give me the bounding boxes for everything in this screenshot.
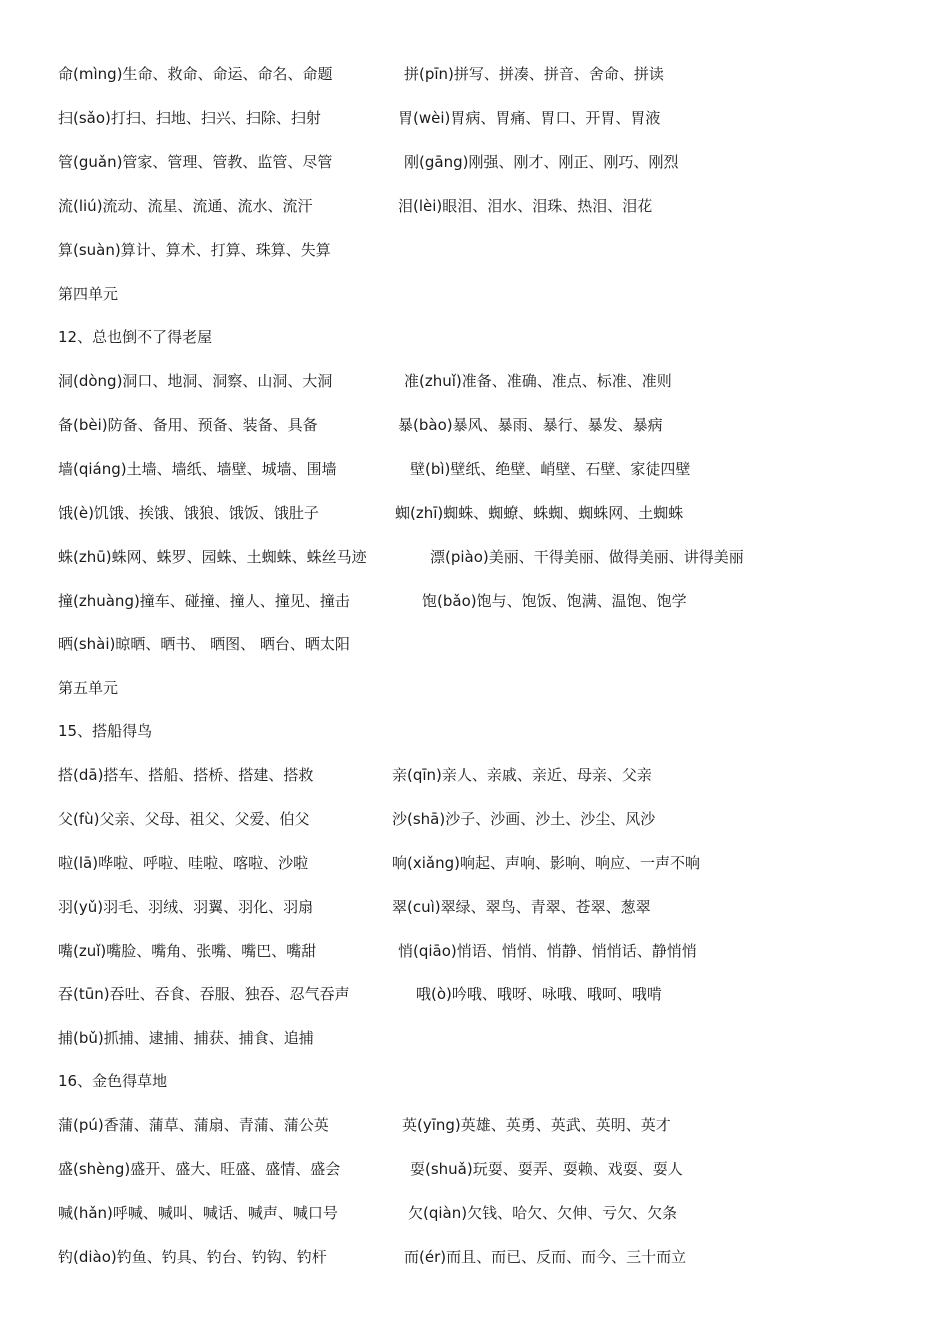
vocab-entry-left: 捕(bǔ)抓捕、逮捕、捕获、捕食、追捕	[58, 1029, 314, 1047]
vocab-entry-right: 英(yīng)英雄、英勇、英武、英明、英才	[402, 1116, 671, 1134]
lesson-heading-text: 15、搭船得鸟	[58, 722, 153, 740]
vocab-entry-right: 刚(gāng)刚强、刚才、刚正、刚巧、刚烈	[404, 153, 679, 171]
vocab-entry-right: 悄(qiāo)悄语、悄悄、悄静、悄悄话、静悄悄	[398, 942, 697, 960]
vocab-entry-left: 喊(hǎn)呼喊、喊叫、喊话、喊声、喊口号	[58, 1204, 338, 1222]
vocab-line	[58, 895, 651, 919]
vocab-entry-left: 吞(tūn)吞吐、吞食、吞服、独吞、忍气吞声	[58, 985, 350, 1003]
unit-heading	[58, 282, 118, 306]
vocab-entry-left: 父(fù)父亲、父母、祖父、父爱、伯父	[58, 810, 310, 828]
vocab-entry-right: 壁(bì)壁纸、绝壁、峭壁、石壁、家徒四壁	[410, 460, 691, 478]
vocab-line	[58, 150, 679, 174]
vocab-line	[58, 457, 691, 481]
vocab-entry-left: 嘴(zuǐ)嘴脸、嘴角、张嘴、嘴巴、嘴甜	[58, 942, 317, 960]
vocab-entry-left: 晒(shài)晾晒、晒书、 晒图、 晒台、晒太阳	[58, 635, 350, 653]
vocab-entry-left: 盛(shèng)盛开、盛大、旺盛、盛情、盛会	[58, 1160, 341, 1178]
vocab-line	[58, 589, 687, 613]
vocab-entry-right: 亲(qīn)亲人、亲戚、亲近、母亲、父亲	[392, 766, 652, 784]
vocab-line	[58, 106, 661, 130]
vocab-line	[58, 1026, 314, 1050]
vocab-entry-left: 饿(è)饥饿、挨饿、饿狼、饿饭、饿肚子	[58, 504, 319, 522]
vocab-line	[58, 62, 664, 86]
vocab-entry-right: 泪(lèi)眼泪、泪水、泪珠、热泪、泪花	[398, 197, 653, 215]
vocab-entry-right: 拼(pīn)拼写、拼凑、拼音、舍命、拼读	[404, 65, 664, 83]
vocab-entry-right: 翠(cuì)翠绿、翠鸟、青翠、苍翠、葱翠	[392, 898, 651, 916]
vocab-entry-left: 搭(dā)搭车、搭船、搭桥、搭建、搭救	[58, 766, 314, 784]
vocab-entry-left: 啦(lā)哗啦、呼啦、哇啦、喀啦、沙啦	[58, 854, 309, 872]
vocab-entry-right: 暴(bào)暴风、暴雨、暴行、暴发、暴病	[398, 416, 663, 434]
vocab-line	[58, 194, 653, 218]
vocab-line	[58, 807, 656, 831]
vocab-entry-left: 蛛(zhū)蛛网、蛛罗、园蛛、土蜘蛛、蛛丝马迹	[58, 548, 367, 566]
vocab-entry-right: 准(zhuǐ)准备、准确、准点、标准、准则	[404, 372, 672, 390]
unit-heading	[58, 676, 118, 700]
vocab-entry-left: 备(bèi)防备、备用、预备、装备、具备	[58, 416, 318, 434]
vocab-line	[58, 501, 684, 525]
vocab-entry-left: 管(guǎn)管家、管理、管教、监管、尽管	[58, 153, 333, 171]
lesson-heading-text: 12、总也倒不了得老屋	[58, 328, 213, 346]
vocab-entry-left: 算(suàn)算计、算术、打算、珠算、失算	[58, 241, 331, 259]
vocab-entry-right: 沙(shā)沙子、沙画、沙土、沙尘、风沙	[392, 810, 656, 828]
vocab-entry-left: 洞(dòng)洞口、地洞、洞察、山洞、大洞	[58, 372, 333, 390]
lesson-heading-text: 16、金色得草地	[58, 1072, 168, 1090]
vocab-line	[58, 238, 331, 262]
vocab-line	[58, 1113, 671, 1137]
vocab-line	[58, 413, 663, 437]
vocab-entry-left: 钓(diào)钓鱼、钓具、钓台、钓钩、钓杆	[58, 1248, 327, 1266]
vocab-entry-right: 漂(piào)美丽、干得美丽、做得美丽、讲得美丽	[430, 548, 744, 566]
vocab-entry-right: 胃(wèi)胃病、胃痛、胃口、开胃、胃液	[398, 109, 661, 127]
vocab-entry-right: 欠(qiàn)欠钱、哈欠、欠伸、亏欠、欠条	[408, 1204, 678, 1222]
lesson-heading	[58, 1069, 167, 1093]
vocab-line	[58, 369, 672, 393]
vocab-entry-left: 羽(yǔ)羽毛、羽绒、羽翼、羽化、羽扇	[58, 898, 314, 916]
vocab-entry-right: 饱(bǎo)饱与、饱饭、饱满、温饱、饱学	[422, 592, 687, 610]
vocab-entry-left: 墙(qiáng)土墙、墙纸、墙壁、城墙、围墙	[58, 460, 337, 478]
vocab-line	[58, 1157, 683, 1181]
unit-heading-text: 第五单元	[58, 679, 119, 697]
vocab-line	[58, 1245, 687, 1269]
vocab-entry-left: 流(liú)流动、流星、流通、流水、流汗	[58, 197, 313, 215]
lesson-heading	[58, 325, 212, 349]
unit-heading-text: 第四单元	[58, 285, 119, 303]
vocab-line	[58, 763, 652, 787]
vocab-entry-left: 蒲(pú)香蒲、蒲草、蒲扇、青蒲、蒲公英	[58, 1116, 329, 1134]
vocab-entry-right: 耍(shuǎ)玩耍、耍弄、耍赖、戏耍、耍人	[410, 1160, 683, 1178]
vocab-line	[58, 632, 350, 656]
vocab-entry-right: 哦(ò)吟哦、哦呀、咏哦、哦呵、哦啃	[416, 985, 662, 1003]
vocab-line	[58, 939, 697, 963]
vocab-entry-right: 而(ér)而且、而已、反而、而今、三十而立	[404, 1248, 687, 1266]
vocab-line	[58, 982, 662, 1006]
vocab-line	[58, 851, 700, 875]
vocab-entry-left: 扫(sǎo)打扫、扫地、扫兴、扫除、扫射	[58, 109, 321, 127]
vocab-line	[58, 1201, 678, 1225]
vocab-line	[58, 545, 744, 569]
vocab-entry-left: 命(mìng)生命、救命、命运、命名、命题	[58, 65, 333, 83]
vocab-entry-right: 蜘(zhī)蜘蛛、蜘蟟、蛛蜘、蜘蛛网、土蜘蛛	[395, 504, 684, 522]
vocab-entry-left: 撞(zhuàng)撞车、碰撞、撞人、撞见、撞击	[58, 592, 350, 610]
lesson-heading	[58, 719, 152, 743]
vocab-entry-right: 响(xiǎng)响起、声响、影响、响应、一声不响	[392, 854, 700, 872]
